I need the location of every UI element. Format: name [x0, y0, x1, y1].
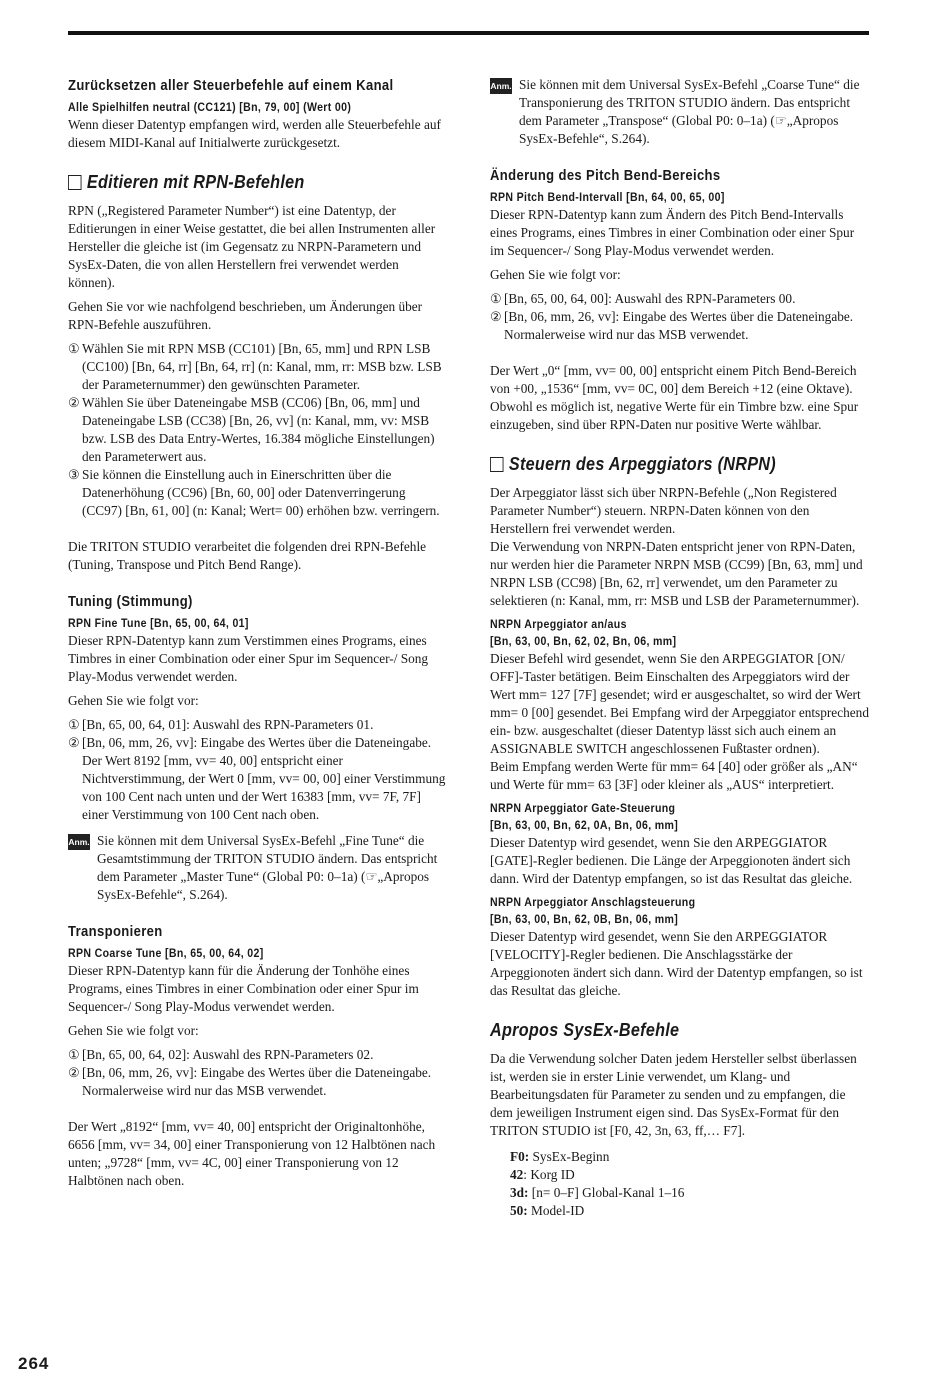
onoff-paragraph-2: Beim Empfang werden Werte für mm= 64 [40] oder größer als „AN“ und Werte für mm= 63 [3F] oder kleiner als „AUS“ interpretiert. — [490, 759, 858, 792]
rpn-heading-text: Editieren mit RPN-Befehlen — [86, 172, 305, 192]
step-text: Sie können die Einstellung auch in Einerschritten über die Datenerhöhung (CC96) [Bn, 60, 00] oder Datenverringerung (CC97) [Bn, 61, 00] (n: Kanal; Wert= 00) erhöhen bzw. verringern. — [82, 467, 440, 518]
gate-paragraph: Dieser Datentyp wird gesendet, wenn Sie den ARPEGGIATOR [GATE]-Regler bedienen. Die Länge der Arpeggionoten ändert sich dann. Wird der Datentyp empfangen, so ist das Resultat das gleiche. — [490, 835, 853, 886]
transpose-paragraph: Dieser RPN-Datentyp kann für die Änderung der Tonhöhe eines Programs, eines Timbres in einer Combination oder einer Spur im Sequencer-/ Song Play-Modus verwendet werden. — [68, 963, 419, 1014]
rpn-summary: Die TRITON STUDIO verarbeitet die folgenden drei RPN-Befehle (Tuning, Transpose und Pitch Bend Range). — [68, 539, 427, 572]
step-text: [Bn, 06, mm, 26, vv]: Eingabe des Wertes über die Dateneingabe. Normalerweise wird nur das MSB verwendet. — [504, 309, 854, 342]
list-key: 50: — [510, 1203, 528, 1218]
list-value: : Korg ID — [523, 1167, 575, 1182]
step-number: ② — [490, 309, 502, 324]
tuning-step-2 — [68, 734, 448, 824]
velocity-paragraph: Dieser Datentyp wird gesendet, wenn Sie den ARPEGGIATOR [VELOCITY]-Regler bedienen. Die Anschlagsstärke der Arpeggionoten ändert sich dann. Wird der Datentyp empfangen, so ist das Resultat das gleiche. — [490, 929, 863, 998]
transpose-go: Gehen Sie wie folgt vor: — [68, 1023, 199, 1038]
list-value: SysEx-Beginn — [529, 1149, 610, 1164]
rpn-intro: RPN („Registered Parameter Number“) ist eine Datentyp, der Editierungen in einer Weise gestattet, die bei allen Instrumenten aller Hersteller die gleiche ist (im Gegensatz zu NRPN-Parametern und SysEx-Daten, die von allen Herstellern frei verwendet werden können). — [68, 203, 436, 290]
page-number: 264 — [18, 1354, 50, 1373]
top-rule — [68, 31, 869, 35]
note-text: Sie können mit dem Universal SysEx-Befehl „Fine Tune“ die Gesamtstimmung der TRITON STUDIO ändern. Das entspricht dem Parameter „Master Tune“ (Global P0: 0–1a) (☞„Apropos SysEx-Befehle“, S.264). — [97, 833, 438, 902]
rpn-step-3 — [68, 466, 448, 520]
step-text: Wählen Sie mit RPN MSB (CC101) [Bn, 65, mm] und RPN LSB (CC100) [Bn, 64, rr] [Bn, 64, rr] (n: Kanal, mm, rr: MSB bzw. LSB der Parameternummer) den gewünschten Parameter. — [82, 341, 442, 392]
step-text: [Bn, 65, 00, 64, 02]: Auswahl des RPN-Parameters 02. — [82, 1047, 374, 1062]
transpose-step-2 — [68, 1064, 448, 1100]
reset-command: Alle Spielhilfen neutral (CC121) [Bn, 79, 00] (Wert 00) — [68, 100, 352, 114]
checkbox-square-icon — [68, 175, 82, 190]
step-number: ② — [68, 395, 80, 410]
checkbox-square-icon — [490, 457, 504, 472]
list-value: [n= 0–F] Global-Kanal 1–16 — [528, 1185, 685, 1200]
list-item — [510, 1184, 870, 1202]
section-title-transpose: Transponieren — [68, 924, 163, 940]
rpn-step-1 — [68, 340, 448, 394]
onoff-command: [Bn, 63, 00, Bn, 62, 02, Bn, 06, mm] — [490, 634, 677, 648]
step-number: ③ — [68, 467, 80, 482]
step-number: ① — [490, 291, 502, 306]
list-item — [510, 1148, 870, 1166]
arpeggiator-intro: Der Arpeggiator lässt sich über NRPN-Befehle („Non Registered Parameter Number“) steuern. NRPN-Daten können von den Herstellern frei verwendet werden. — [490, 485, 837, 536]
step-number: ① — [68, 341, 80, 356]
velocity-command: [Bn, 63, 00, Bn, 62, 0B, Bn, 06, mm] — [490, 912, 679, 926]
pitchbend-paragraph: Dieser RPN-Datentyp kann zum Ändern des Pitch Bend-Intervalls eines Programs, eines Timbres in einer Combination oder einer Spur im Sequencer-/ Song Play-Modus verwendet werden. — [490, 207, 855, 258]
rpn-heading — [68, 170, 410, 194]
left-column — [68, 76, 448, 1190]
rpn-step-2 — [68, 394, 448, 466]
step-text: [Bn, 06, mm, 26, vv]: Eingabe des Wertes über die Dateneingabe. Der Wert 8192 [mm, vv= 40, 00] entspricht einer Nichtverstimmung, der Wert 0 [mm, vv= 00, 00] einer Verstimmung von 100 Cent nach unten und der Wert 16383 [mm, vv= 7F, 7F] einer Verstimmung von 100 Cent nach oben. — [82, 735, 446, 822]
arpeggiator-heading — [490, 452, 832, 476]
sysex-list — [490, 1148, 870, 1220]
gate-title: NRPN Arpeggiator Gate-Steuerung — [490, 801, 676, 815]
pitchbend-values: Der Wert „0“ [mm, vv= 00, 00] entspricht einem Pitch Bend-Bereich von +00, „1536“ [mm, vv= 0C, 00] dem Bereich +12 (eine Oktave). Obwohl es möglich ist, negative Werte für ein Timbre bzw. eine Spur einzugeben, sind über RPN-Daten nur positive Werte wählbar. — [490, 363, 859, 432]
note-badge: Anm. — [68, 834, 90, 850]
coarse-tune-note — [490, 76, 870, 148]
onoff-paragraph: Dieser Befehl wird gesendet, wenn Sie den ARPEGGIATOR [ON/ OFF]-Taster betätigen. Beim Einschalten des Arpeggiators wird der Wert mm= 127 [7F] gesendet; wird er ausgeschaltet, so wird der Wert mm= 0 [00] gesendet. Bei Empfang wird der Arpeggiator entsprechend ein- bzw. ausgeschaltet (dieser Datentyp lässt sich auch einem an ASSIGNABLE SWITCH angeschlossenen Fußtaster ordnen). — [490, 651, 869, 756]
tuning-command: RPN Fine Tune [Bn, 65, 00, 64, 01] — [68, 616, 249, 630]
rpn-instructions: Gehen Sie vor wie nachfolgend beschrieben, um Änderungen über RPN-Befehle auszuführen. — [68, 299, 423, 332]
step-number: ② — [68, 735, 80, 750]
list-key: 3d: — [510, 1185, 529, 1200]
reset-paragraph: Wenn dieser Datentyp empfangen wird, werden alle Steuerbefehle auf diesem MIDI-Kanal auf Initialwerte zurückgesetzt. — [68, 117, 441, 150]
step-text: [Bn, 65, 00, 64, 01]: Auswahl des RPN-Parameters 01. — [82, 717, 374, 732]
step-text: [Bn, 06, mm, 26, vv]: Eingabe des Wertes über die Dateneingabe. Normalerweise wird nur das MSB verwendet. — [82, 1065, 432, 1098]
gate-command: [Bn, 63, 00, Bn, 62, 0A, Bn, 06, mm] — [490, 818, 679, 832]
list-item — [510, 1202, 870, 1220]
sysex-paragraph: Da die Verwendung solcher Daten jedem Hersteller selbst überlassen ist, werden sie in erster Linie verwendet, um Klang- und Bearbeitungsdaten für Parameter zu senden und zu empfangen, die dem jeweiligen Instrument eigen sind. Das SysEx-Format für den TRITON STUDIO ist [F0, 42, 3n, 63, ff,… F7]. — [490, 1051, 857, 1138]
step-number: ① — [68, 717, 80, 732]
pitchbend-go: Gehen Sie wie folgt vor: — [490, 267, 621, 282]
section-title-pitchbend: Änderung des Pitch Bend-Bereichs — [490, 168, 721, 184]
step-number: ① — [68, 1047, 80, 1062]
tuning-step-1 — [68, 716, 448, 734]
transpose-values: Der Wert „8192“ [mm, vv= 40, 00] entspricht der Originaltonhöhe, 6656 [mm, vv= 34, 00] einer Transponierung von 12 Halbtönen nach unten; „9728“ [mm, vv= 4C, 00] einer Transponierung von 12 Halbtönen nach oben. — [68, 1119, 436, 1188]
section-title-tuning: Tuning (Stimmung) — [68, 594, 193, 610]
step-text: [Bn, 65, 00, 64, 00]: Auswahl des RPN-Parameters 00. — [504, 291, 796, 306]
sysex-heading: Apropos SysEx-Befehle — [490, 1020, 680, 1040]
onoff-title: NRPN Arpeggiator an/aus — [490, 617, 627, 631]
note-text: Sie können mit dem Universal SysEx-Befehl „Coarse Tune“ die Transponierung des TRITON STUDIO ändern. Das entspricht dem Parameter „Transpose“ (Global P0: 0–1a) (☞„Apropos SysEx-Befehle“, S.264). — [519, 77, 860, 146]
pitchbend-step-2 — [490, 308, 870, 344]
pitchbend-command: RPN Pitch Bend-Intervall [Bn, 64, 00, 65, 00] — [490, 190, 725, 204]
list-key: F0: — [510, 1149, 530, 1164]
tuning-note — [68, 832, 448, 904]
tuning-go: Gehen Sie wie folgt vor: — [68, 693, 199, 708]
list-item — [510, 1166, 870, 1184]
arpeggiator-usage: Die Verwendung von NRPN-Daten entspricht jener von RPN-Daten, nur werden hier die Parameter NRPN MSB (CC99) [Bn, 63, mm] und NRPN LSB (CC98) [Bn, 62, rr] verwendet, um den Parameter zu selektieren (n: Kanal, mm, rr: MSB und LSB der Parameternummer). — [490, 539, 863, 608]
section-title-reset: Zurücksetzen aller Steuerbefehle auf einem Kanal — [68, 78, 394, 94]
tuning-paragraph: Dieser RPN-Datentyp kann zum Verstimmen eines Programs, eines Timbres in einer Combination oder einer Spur im Sequencer-/ Song Play-Modus verwendet werden. — [68, 633, 429, 684]
step-text: Wählen Sie über Dateneingabe MSB (CC06) [Bn, 06, mm] und Dateneingabe LSB (CC38) [Bn, 26, vv] (n: Kanal, mm, vv: MSB bzw. LSB des Data Entry-Wertes, 16.384 mögliche Einstellungen) den Parameterwert aus. — [82, 395, 435, 464]
transpose-command: RPN Coarse Tune [Bn, 65, 00, 64, 02] — [68, 946, 264, 960]
velocity-title: NRPN Arpeggiator Anschlagsteuerung — [490, 895, 696, 909]
list-key: 42 — [510, 1167, 524, 1182]
step-number: ② — [68, 1065, 80, 1080]
note-badge: Anm. — [490, 78, 512, 94]
right-column — [490, 76, 870, 1220]
arpeggiator-heading-text: Steuern des Arpeggiators (NRPN) — [508, 454, 776, 474]
list-value: Model-ID — [527, 1203, 585, 1218]
pitchbend-step-1 — [490, 290, 870, 308]
transpose-step-1 — [68, 1046, 448, 1064]
